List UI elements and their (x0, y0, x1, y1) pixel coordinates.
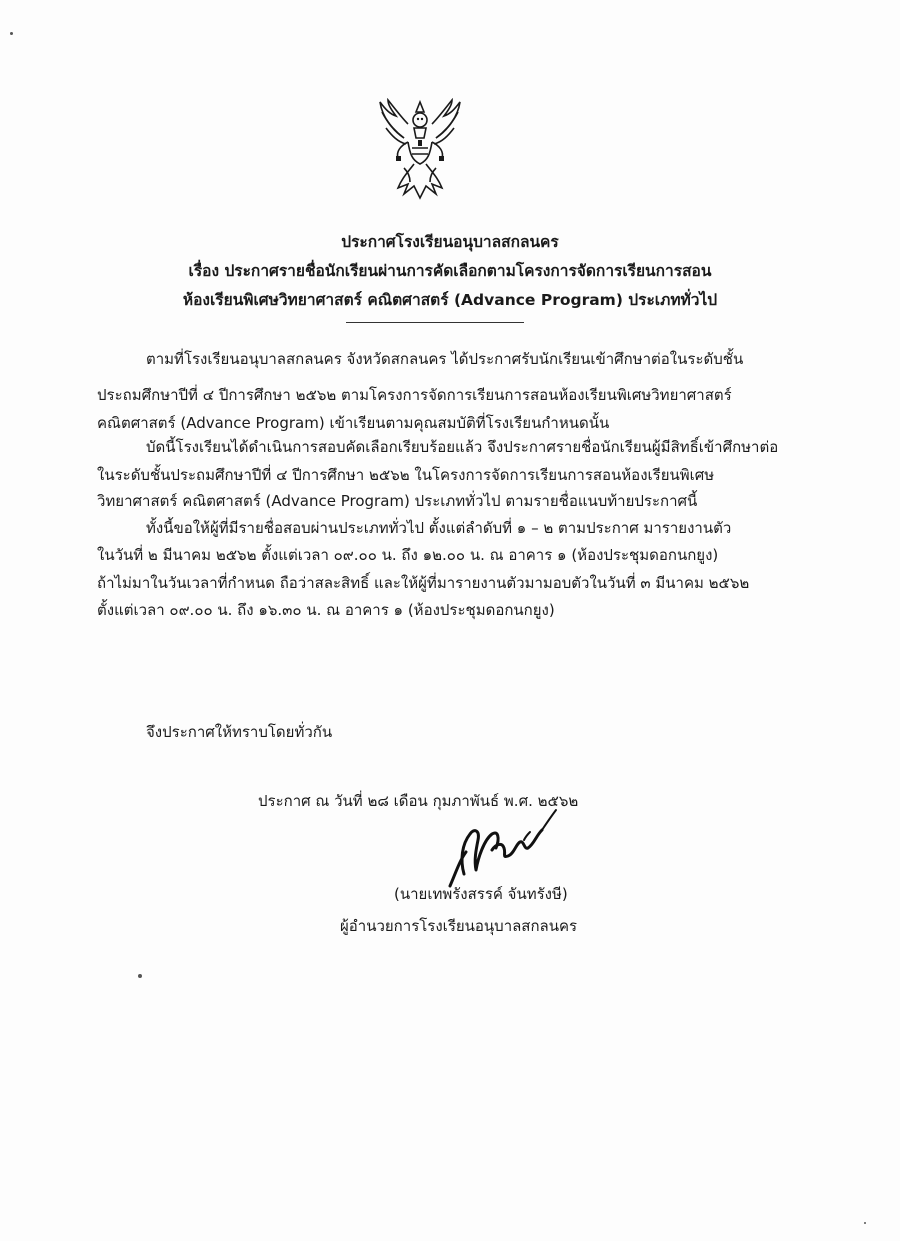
paragraph-2-line-1: บัดนี้โรงเรียนได้ดำเนินการสอบคัดเลือกเรียบร้อยแล้ว จึงประกาศรายชื่อนักเรียนผู้มีสิทธิ์เข้าศึกษาต่อ (146, 438, 779, 456)
paragraph-2-line-2: ในระดับชั้นประถมศึกษาปีที่ ๔ ปีการศึกษา ๒๕๖๒ ในโครงการจัดการเรียนการสอนห้องเรียนพิเศษ (97, 466, 715, 484)
paragraph-1-line-2: ประถมศึกษาปีที่ ๔ ปีการศึกษา ๒๕๖๒ ตามโครงการจัดการเรียนการสอนห้องเรียนพิเศษวิทยาศาสตร์ (97, 386, 732, 404)
paragraph-1-line-1: ตามที่โรงเรียนอนุบาลสกลนคร จังหวัดสกลนคร ได้ประกาศรับนักเรียนเข้าศึกษาต่อในระดับชั้น (146, 350, 744, 368)
paragraph-1-line-3: คณิตศาสตร์ (Advance Program) เข้าเรียนตามคุณสมบัติที่โรงเรียนกำหนดนั้น (97, 414, 610, 432)
announcement-date: ประกาศ ณ วันที่ ๒๘ เดือน กุมภาพันธ์ พ.ศ. ๒๕๖๒ (258, 792, 579, 810)
header-divider (346, 322, 524, 323)
scan-speck (10, 32, 13, 35)
signer-title: ผู้อำนวยการโรงเรียนอนุบาลสกลนคร (340, 917, 578, 935)
paragraph-2-line-3: วิทยาศาสตร์ คณิตศาสตร์ (Advance Program) ประเภททั่วไป ตามรายชื่อแนบท้ายประกาศนี้ (97, 492, 698, 510)
scan-speck (864, 1222, 866, 1224)
paragraph-3-line-1: ทั้งนี้ขอให้ผู้ที่มีรายชื่อสอบผ่านประเภททั่วไป ตั้งแต่ลำดับที่ ๑ – ๒ ตามประกาศ มารายงานตัว (146, 519, 732, 537)
announcement-subject: เรื่อง ประกาศรายชื่อนักเรียนผ่านการคัดเลือกตามโครงการจัดการเรียนการสอน (188, 262, 712, 280)
paragraph-3-line-3: ถ้าไม่มาในวันเวลาที่กำหนด ถือว่าสละสิทธิ์ และให้ผู้ที่มารายงานตัวมามอบตัวในวันที่ ๓ มีนาคม ๒๕๖๒ (97, 574, 750, 592)
scan-speck (138, 974, 142, 978)
paragraph-3-line-2: ในวันที่ ๒ มีนาคม ๒๕๖๒ ตั้งแต่เวลา ๐๙.๐๐ น. ถึง ๑๒.๐๐ น. ณ อาคาร ๑ (ห้องประชุมดอกนกยูง) (97, 546, 719, 564)
garuda-emblem-icon (374, 98, 466, 202)
paragraph-3-line-4: ตั้งแต่เวลา ๐๙.๐๐ น. ถึง ๑๖.๓๐ น. ณ อาคาร ๑ (ห้องประชุมดอกนกยูง) (97, 601, 555, 619)
signature-mark (430, 800, 560, 890)
signer-name: (นายเทพรังสรรค์ จันทรังษี) (394, 885, 568, 903)
announcement-title: ประกาศโรงเรียนอนุบาลสกลนคร (341, 233, 559, 251)
closing-notice: จึงประกาศให้ทราบโดยทั่วกัน (146, 723, 333, 741)
announcement-subject-cont: ห้องเรียนพิเศษวิทยาศาสตร์ คณิตศาสตร์ (Advance Program) ประเภททั่วไป (182, 291, 718, 309)
